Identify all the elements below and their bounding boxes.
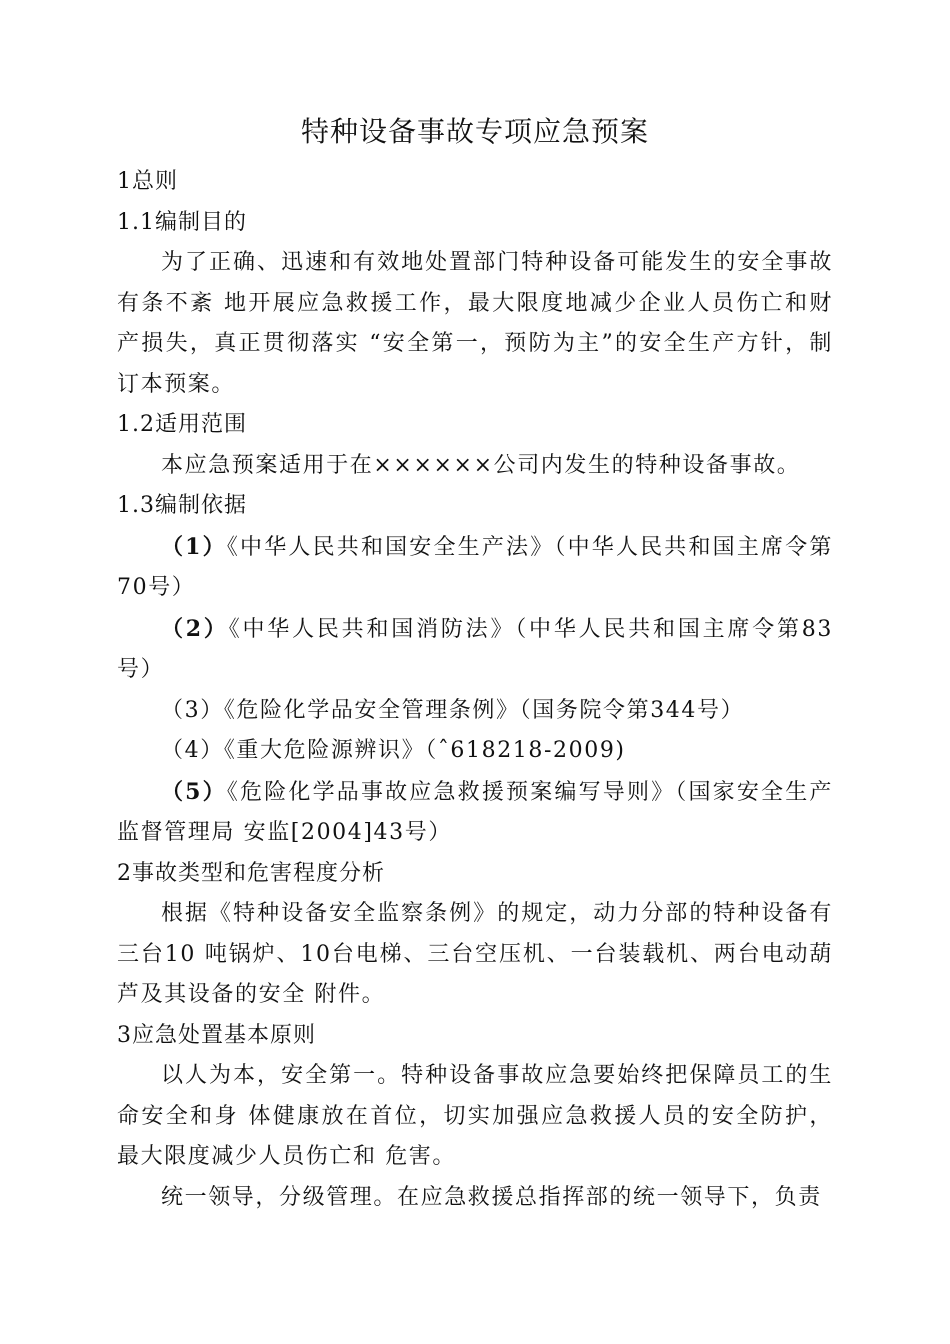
paragraph-scope: 本应急预案适用于在××××××公司内发生的特种设备事故。 bbox=[161, 452, 801, 478]
basis-item-number: （1） bbox=[161, 533, 227, 560]
basis-item bbox=[117, 609, 833, 691]
section-heading-1-2: 1.2适用范围 bbox=[117, 412, 247, 437]
basis-item-text: 《中华人民共和国安全生产法》（中华人民共和国主席令第70号） bbox=[117, 534, 833, 600]
basis-item-text: 《重大危险源辨识》（ˆ618218-2009) bbox=[223, 738, 626, 763]
paragraph-principle-1: 以人为本，安全第一。特种设备事故应急要始终把保障员工的生命安全和身 体健康放在首位，切实加强应急救援人员的安全防护，最大限度减少人员伤亡和 危害。 bbox=[117, 1063, 833, 1169]
basis-item bbox=[117, 691, 833, 732]
basis-item bbox=[117, 527, 833, 609]
paragraph-accident-types: 根据《特种设备安全监察条例》的规定，动力分部的特种设备有三台10 吨锅炉、10台电梯、三台空压机、一台装载机、两台电动葫芦及其设备的安全 附件。 bbox=[117, 901, 833, 1007]
paragraph-purpose: 为了正确、迅速和有效地处置部门特种设备可能发生的安全事故有条不紊 地开展应急救援工作，最大限度地减少企业人员伤亡和财产损失，真正贯彻落实 “安全第一，预防为主”的安全生产方针，制订本预案。 bbox=[117, 250, 833, 397]
basis-item-text: 《危险化学品事故应急救援预案编写导则》（国家安全生产监督管理局 安监[2004]43号） bbox=[117, 779, 833, 845]
section-heading-2: 2事故类型和危害程度分析 bbox=[117, 860, 385, 886]
basis-item-number: （4） bbox=[161, 738, 224, 763]
basis-item bbox=[117, 731, 833, 772]
document-title: 特种设备事故专项应急预案 bbox=[300, 115, 649, 148]
section-heading-1: 1总则 bbox=[117, 169, 178, 194]
paragraph-principle-2: 统一领导，分级管理。在应急救援总指挥部的统一领导下，负责 bbox=[161, 1184, 822, 1210]
basis-item-number: （5） bbox=[161, 778, 227, 805]
basis-item bbox=[117, 772, 833, 854]
basis-item-text: 《中华人民共和国消防法》（中华人民共和国主席令第83号） bbox=[117, 616, 833, 682]
basis-item-text: 《危险化学品安全管理条例》（国务院令第344号） bbox=[223, 697, 745, 723]
section-heading-1-3: 1.3编制依据 bbox=[117, 493, 247, 518]
section-heading-1-1: 1.1编制目的 bbox=[117, 209, 247, 235]
document-body bbox=[117, 162, 833, 1218]
basis-item-number: （2） bbox=[161, 615, 229, 642]
section-heading-3: 3应急处置基本原则 bbox=[117, 1022, 316, 1048]
basis-item-number: （3） bbox=[161, 697, 224, 723]
